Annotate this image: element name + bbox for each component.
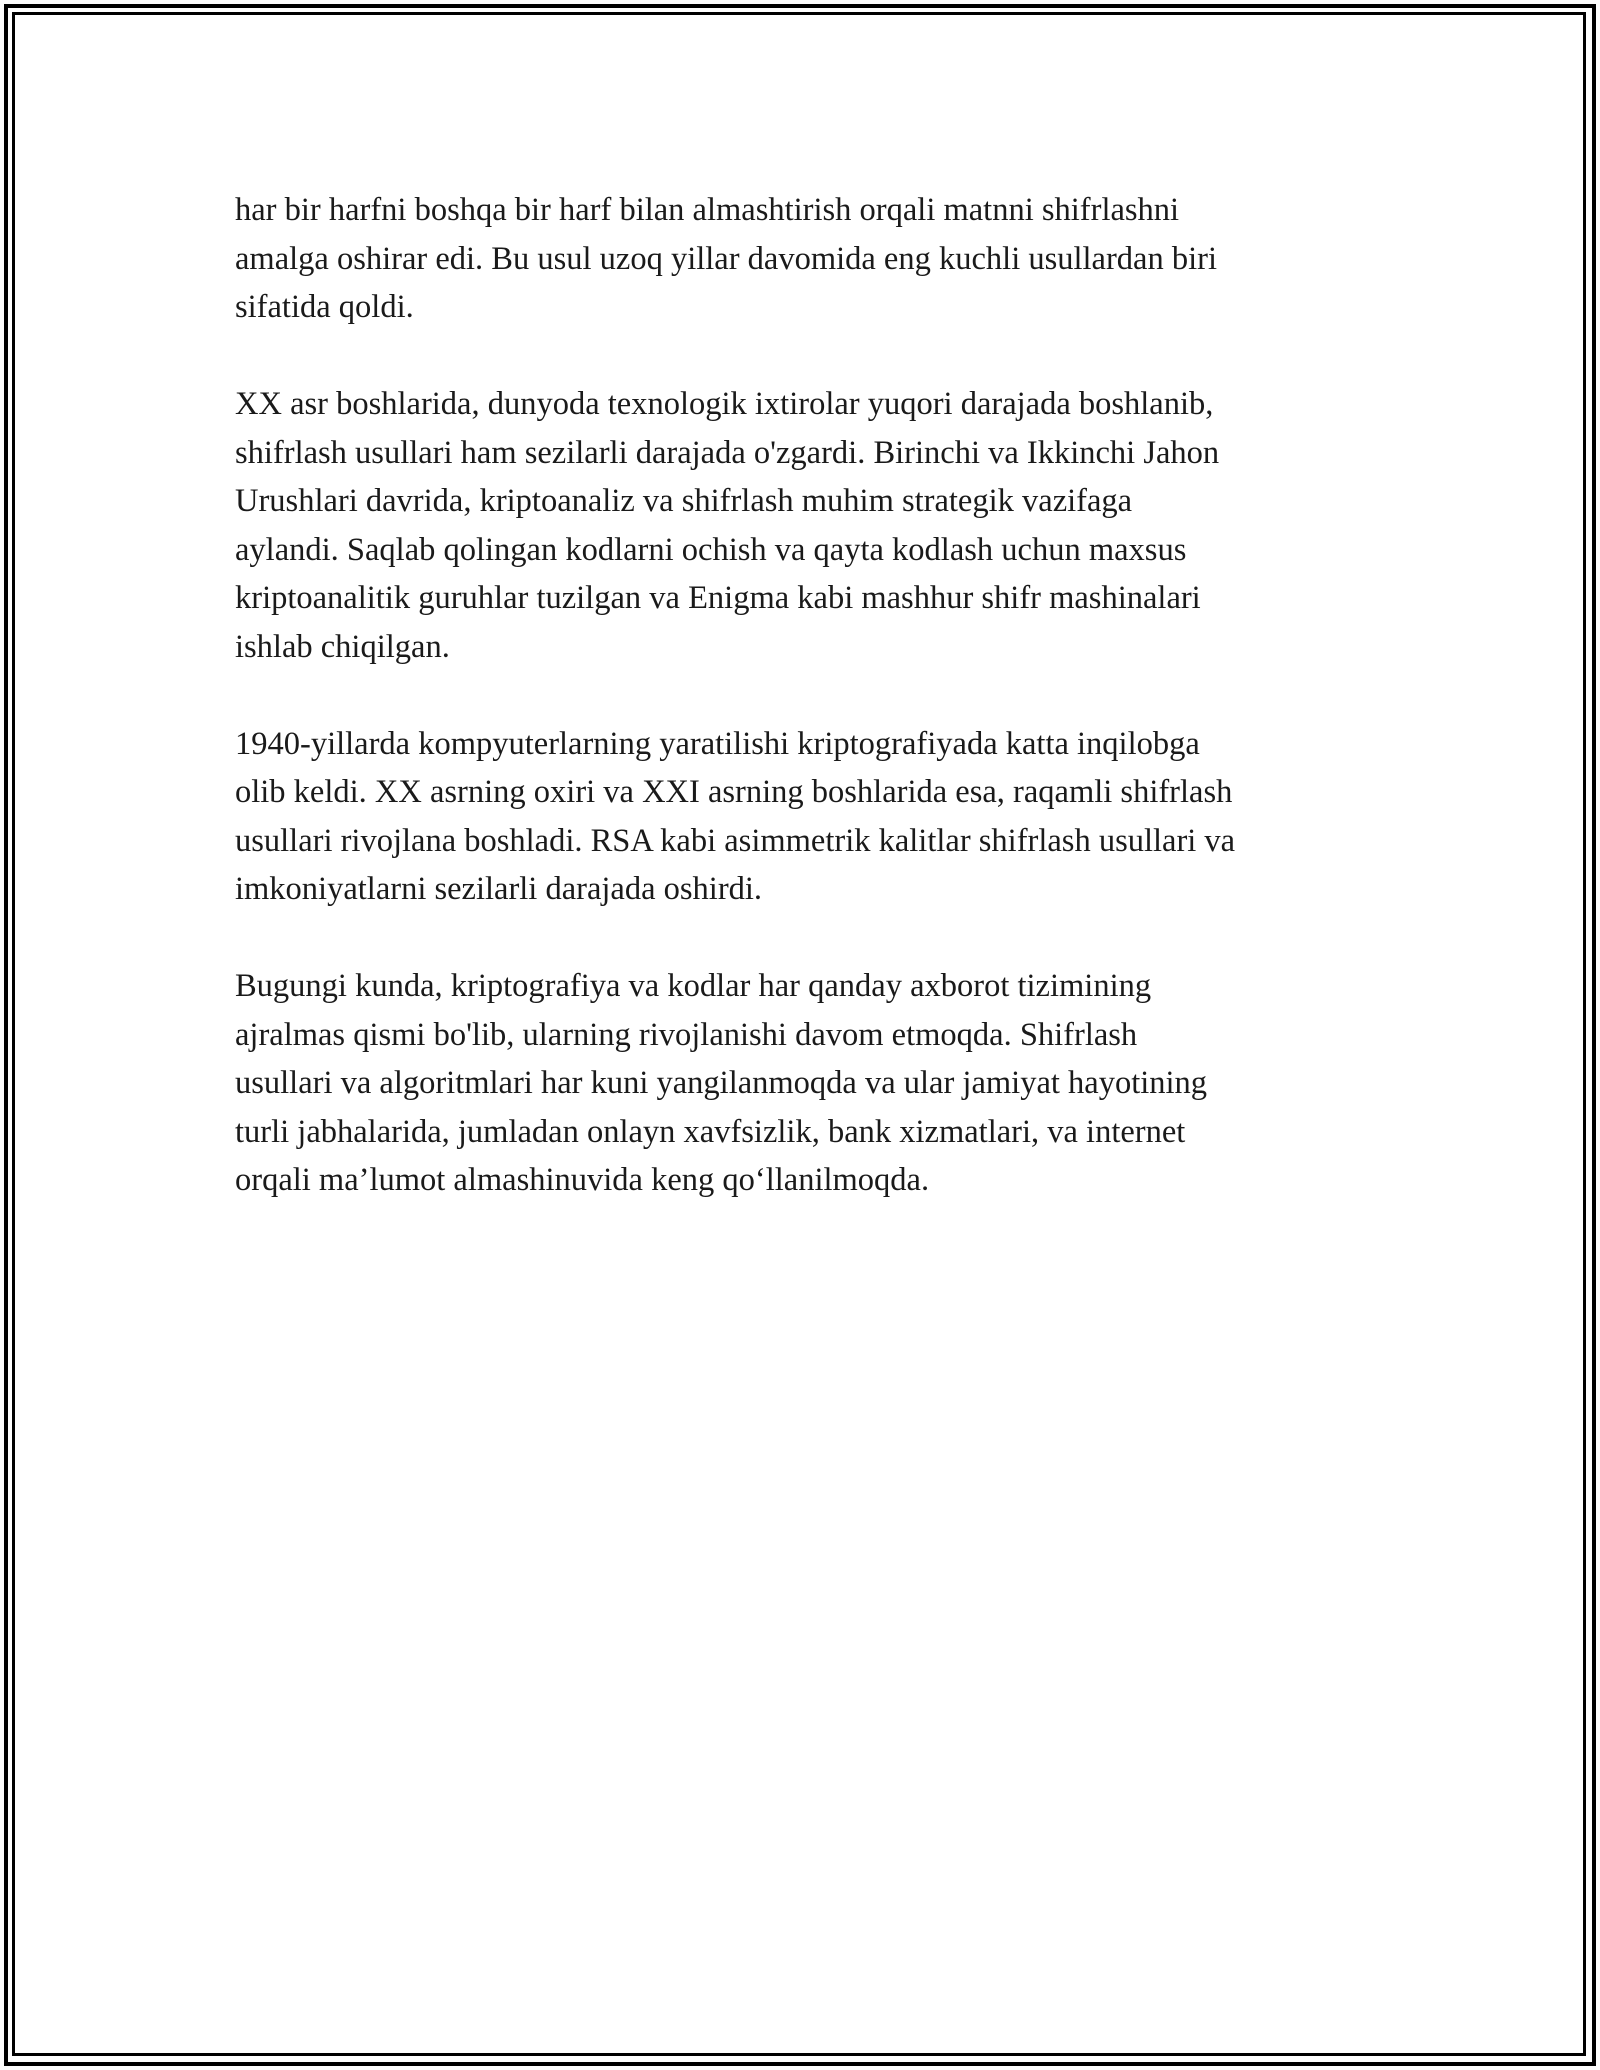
document-body — [235, 186, 1375, 1253]
paragraph-twentieth-century: XX asr boshlarida, dunyoda texnologik ixtirolar yuqori darajada boshlanib, shifrlash usullari ham sezilarli darajada o'zgardi. Birinchi va Ikkinchi Jahon Urushlari davrida, kriptoanaliz va shifrlash muhim strategik vazifaga aylandi. Saqlab qolingan kodlarni ochish va qayta kodlash uchun maxsus kriptoanalitik guruhlar tuzilgan va Enigma kabi mashhur shifr mashinalari ishlab chiqilgan. — [235, 386, 1220, 665]
paragraph-substitution-cipher: har bir harfni boshqa bir harf bilan almashtirish orqali matnni shifrlashni amalga oshirar edi. Bu usul uzoq yillar davomida eng kuchli usullardan biri sifatida qoldi. — [235, 192, 1217, 325]
paragraph-present-day: Bugungi kunda, kriptografiya va kodlar har qanday axborot tizimining ajralmas qismi bo'lib, ularning rivojlanishi davom etmoqda. Shifrlash usullari va algoritmlari har kuni yangilanmoqda va ular jamiyat hayotining turli jabhalarida, jumladan onlayn xavfsizlik, bank xizmatlari, va internet orqali ma’lumot almashinuvida keng qo‘llanilmoqda. — [235, 968, 1208, 1198]
paragraph-computers-era: 1940-yillarda kompyuterlarning yaratilishi kriptografiyada katta inqilobga olib keldi. XX asrning oxiri va XXI asrning boshlarida esa, raqamli shifrlash usullari rivojlana boshladi. RSA kabi asimmetrik kalitlar shifrlash usullari va imkoniyatlarni sezilarli darajada oshirdi. — [235, 725, 1236, 907]
